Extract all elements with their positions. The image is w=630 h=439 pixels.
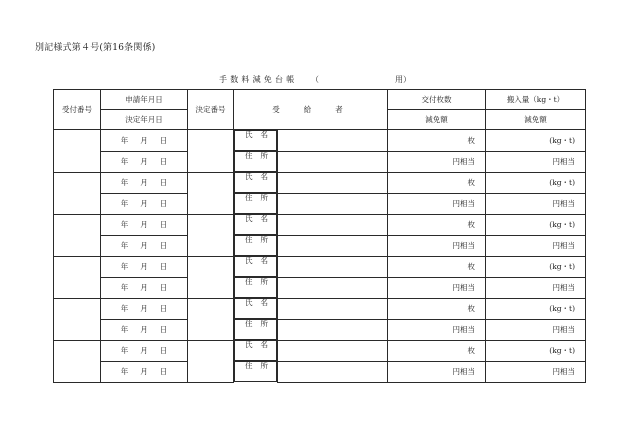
address-label-2: 所 xyxy=(260,277,268,286)
issued-count-cell[interactable]: 枚 xyxy=(388,298,486,319)
header-receipt-number: 受付番号 xyxy=(54,90,101,130)
month-label: 月 xyxy=(140,135,148,145)
address-label-cell-text xyxy=(245,194,268,213)
application-date-cell[interactable] xyxy=(101,130,188,152)
receipt-number-cell[interactable] xyxy=(54,130,101,173)
record-row xyxy=(54,298,586,319)
address-label-cell xyxy=(234,361,277,382)
name-label-2: 名 xyxy=(260,298,268,307)
name-label-2: 名 xyxy=(260,130,268,139)
name-label-2: 名 xyxy=(260,214,268,223)
reduction-amount-left-cell[interactable]: 円相当 xyxy=(388,277,486,298)
application-date-cell[interactable] xyxy=(101,172,188,193)
year-label: 年 xyxy=(120,156,129,166)
receipt-number-cell[interactable] xyxy=(54,340,101,382)
address-value-cell[interactable] xyxy=(278,235,388,256)
application-date-cell[interactable] xyxy=(101,340,188,361)
name-label-cell xyxy=(234,214,277,235)
day-label: 日 xyxy=(159,282,168,292)
address-label-cell xyxy=(234,277,277,298)
reduction-amount-right-cell[interactable]: 円相当 xyxy=(486,151,586,172)
address-label-1: 住 xyxy=(245,151,253,160)
application-date-cell[interactable] xyxy=(101,256,188,277)
month-label: 月 xyxy=(140,198,148,208)
day-label: 日 xyxy=(159,198,168,208)
year-label: 年 xyxy=(120,177,129,187)
name-label-cell xyxy=(234,298,277,319)
name-value-cell[interactable] xyxy=(278,172,388,193)
name-label-cell xyxy=(234,256,277,277)
day-label: 日 xyxy=(159,240,168,250)
name-label-cell-text xyxy=(245,131,268,150)
day-label: 日 xyxy=(159,324,168,334)
address-label-2: 所 xyxy=(260,193,268,202)
name-label-1: 氏 xyxy=(245,256,253,265)
name-label-1: 氏 xyxy=(245,172,253,181)
decision-date-cell[interactable] xyxy=(101,277,188,298)
decision-number-cell[interactable] xyxy=(188,172,234,214)
record-row xyxy=(54,361,586,382)
header-row-top xyxy=(54,90,586,110)
address-label-1: 住 xyxy=(245,193,253,202)
record-row xyxy=(54,193,586,214)
ledger-title-close: 用） xyxy=(395,75,411,84)
address-label-cell xyxy=(234,319,277,340)
year-label: 年 xyxy=(120,261,129,271)
address-value-cell[interactable] xyxy=(278,277,388,298)
name-label-2: 名 xyxy=(260,340,268,349)
carry-in-amount-cell[interactable]: (kg・t) xyxy=(486,172,586,193)
record-row xyxy=(54,319,586,340)
name-label-cell xyxy=(234,172,277,193)
carry-in-amount-cell[interactable]: (kg・t) xyxy=(486,256,586,277)
name-label-1: 氏 xyxy=(245,298,253,307)
name-label-1: 氏 xyxy=(245,214,253,223)
address-label-1: 住 xyxy=(245,277,253,286)
name-value-cell[interactable] xyxy=(278,130,388,152)
decision-number-cell[interactable] xyxy=(188,298,234,340)
name-value-cell[interactable] xyxy=(278,340,388,361)
fee-reduction-ledger-table xyxy=(53,89,586,383)
reduction-amount-left-cell[interactable]: 円相当 xyxy=(388,319,486,340)
address-label-cell xyxy=(234,151,277,172)
decision-number-cell[interactable] xyxy=(188,214,234,256)
month-label: 月 xyxy=(140,156,148,166)
address-label-1: 住 xyxy=(245,319,253,328)
form-number-label: 別記様式第４号(第16条関係) xyxy=(35,43,156,53)
year-label: 年 xyxy=(120,135,129,145)
month-label: 月 xyxy=(140,324,148,334)
address-value-cell[interactable] xyxy=(278,361,388,382)
year-label: 年 xyxy=(120,198,129,208)
name-label-2: 名 xyxy=(260,256,268,265)
name-label-cell-text xyxy=(245,341,268,360)
address-label-1: 住 xyxy=(245,361,253,370)
address-label-cell xyxy=(234,235,277,256)
application-date-cell[interactable] xyxy=(101,298,188,319)
address-label-cell-text xyxy=(245,362,268,381)
ledger-body xyxy=(54,90,586,383)
reduction-amount-right-cell[interactable]: 円相当 xyxy=(486,319,586,340)
decision-number-cell[interactable] xyxy=(188,340,234,382)
day-label: 日 xyxy=(159,345,168,355)
year-label: 年 xyxy=(120,282,129,292)
reduction-amount-left-cell[interactable]: 円相当 xyxy=(388,235,486,256)
address-label-cell-text xyxy=(245,278,268,297)
day-label: 日 xyxy=(159,261,168,271)
issued-count-cell[interactable]: 枚 xyxy=(388,256,486,277)
decision-date-cell[interactable] xyxy=(101,361,188,382)
month-label: 月 xyxy=(140,219,148,229)
record-row xyxy=(54,130,586,152)
name-value-cell[interactable] xyxy=(278,214,388,235)
address-label-2: 所 xyxy=(260,319,268,328)
year-label: 年 xyxy=(120,366,129,376)
year-label: 年 xyxy=(120,219,129,229)
reduction-amount-left-cell[interactable]: 円相当 xyxy=(388,193,486,214)
carry-in-amount-cell[interactable]: (kg・t) xyxy=(486,214,586,235)
year-label: 年 xyxy=(120,303,129,313)
receipt-number-cell[interactable] xyxy=(54,298,101,340)
issued-count-cell[interactable]: 枚 xyxy=(388,130,486,152)
header-decision-number: 決定番号 xyxy=(188,90,234,130)
reduction-amount-right-cell[interactable]: 円相当 xyxy=(486,277,586,298)
record-row xyxy=(54,340,586,361)
name-label-2: 名 xyxy=(260,172,268,181)
address-label-1: 住 xyxy=(245,235,253,244)
address-label-2: 所 xyxy=(260,235,268,244)
day-label: 日 xyxy=(159,135,168,145)
day-label: 日 xyxy=(159,177,168,187)
name-label-cell-text xyxy=(245,257,268,276)
ledger-title-open-paren: （ xyxy=(311,75,319,84)
header-reduction-amount-right: 減免額 xyxy=(486,110,586,130)
month-label: 月 xyxy=(140,240,148,250)
month-label: 月 xyxy=(140,282,148,292)
header-recipient: 受給者 xyxy=(234,90,388,130)
month-label: 月 xyxy=(140,261,148,271)
month-label: 月 xyxy=(140,345,148,355)
day-label: 日 xyxy=(159,366,168,376)
address-value-cell[interactable] xyxy=(278,193,388,214)
carry-in-amount-cell[interactable]: (kg・t) xyxy=(486,340,586,361)
reduction-amount-right-cell[interactable]: 円相当 xyxy=(486,193,586,214)
header-reduction-amount-left: 減免額 xyxy=(388,110,486,130)
reduction-amount-right-cell[interactable]: 円相当 xyxy=(486,235,586,256)
year-label: 年 xyxy=(120,324,129,334)
record-row xyxy=(54,256,586,277)
reduction-amount-left-cell[interactable]: 円相当 xyxy=(388,151,486,172)
month-label: 月 xyxy=(140,366,148,376)
receipt-number-cell[interactable] xyxy=(54,172,101,214)
year-label: 年 xyxy=(120,345,129,355)
decision-date-cell[interactable] xyxy=(101,151,188,172)
issued-count-cell[interactable]: 枚 xyxy=(388,340,486,361)
header-application-date: 申請年月日 xyxy=(101,90,188,110)
record-row xyxy=(54,277,586,298)
name-label-cell xyxy=(234,340,277,361)
header-carry-in-amount: 搬入量（kg・t） xyxy=(486,90,586,110)
name-label-cell-text xyxy=(245,173,268,192)
day-label: 日 xyxy=(159,303,168,313)
application-date-cell[interactable] xyxy=(101,214,188,235)
year-label: 年 xyxy=(120,240,129,250)
day-label: 日 xyxy=(159,219,168,229)
month-label: 月 xyxy=(140,303,148,313)
ledger-title xyxy=(0,74,630,86)
month-label: 月 xyxy=(140,177,148,187)
decision-date-cell[interactable] xyxy=(101,193,188,214)
name-label-cell-text xyxy=(245,299,268,318)
decision-number-cell[interactable] xyxy=(188,256,234,298)
carry-in-amount-cell[interactable]: (kg・t) xyxy=(486,130,586,152)
receipt-number-cell[interactable] xyxy=(54,256,101,298)
decision-date-cell[interactable] xyxy=(101,235,188,256)
name-label-cell-text xyxy=(245,215,268,234)
receipt-number-cell[interactable] xyxy=(54,214,101,256)
record-row xyxy=(54,235,586,256)
decision-number-cell[interactable] xyxy=(188,130,234,173)
name-value-cell[interactable] xyxy=(278,256,388,277)
reduction-amount-left-cell[interactable]: 円相当 xyxy=(388,361,486,382)
address-label-cell-text xyxy=(245,152,268,171)
name-label-1: 氏 xyxy=(245,340,253,349)
address-label-cell xyxy=(234,193,277,214)
header-issued-count: 交付枚数 xyxy=(388,90,486,110)
name-label-1: 氏 xyxy=(245,130,253,139)
issued-count-cell[interactable]: 枚 xyxy=(388,214,486,235)
address-label-2: 所 xyxy=(260,151,268,160)
name-label-cell xyxy=(234,130,277,151)
reduction-amount-right-cell[interactable]: 円相当 xyxy=(486,361,586,382)
address-label-2: 所 xyxy=(260,361,268,370)
record-row xyxy=(54,172,586,193)
address-value-cell[interactable] xyxy=(278,319,388,340)
ledger-title-main: 手数料減免台帳 xyxy=(219,75,298,84)
name-value-cell[interactable] xyxy=(278,298,388,319)
address-label-cell-text xyxy=(245,320,268,339)
day-label: 日 xyxy=(159,156,168,166)
carry-in-amount-cell[interactable]: (kg・t) xyxy=(486,298,586,319)
issued-count-cell[interactable]: 枚 xyxy=(388,172,486,193)
address-value-cell[interactable] xyxy=(278,151,388,172)
address-label-cell-text xyxy=(245,236,268,255)
record-row xyxy=(54,151,586,172)
decision-date-cell[interactable] xyxy=(101,319,188,340)
record-row xyxy=(54,214,586,235)
header-decision-date: 決定年月日 xyxy=(101,110,188,130)
